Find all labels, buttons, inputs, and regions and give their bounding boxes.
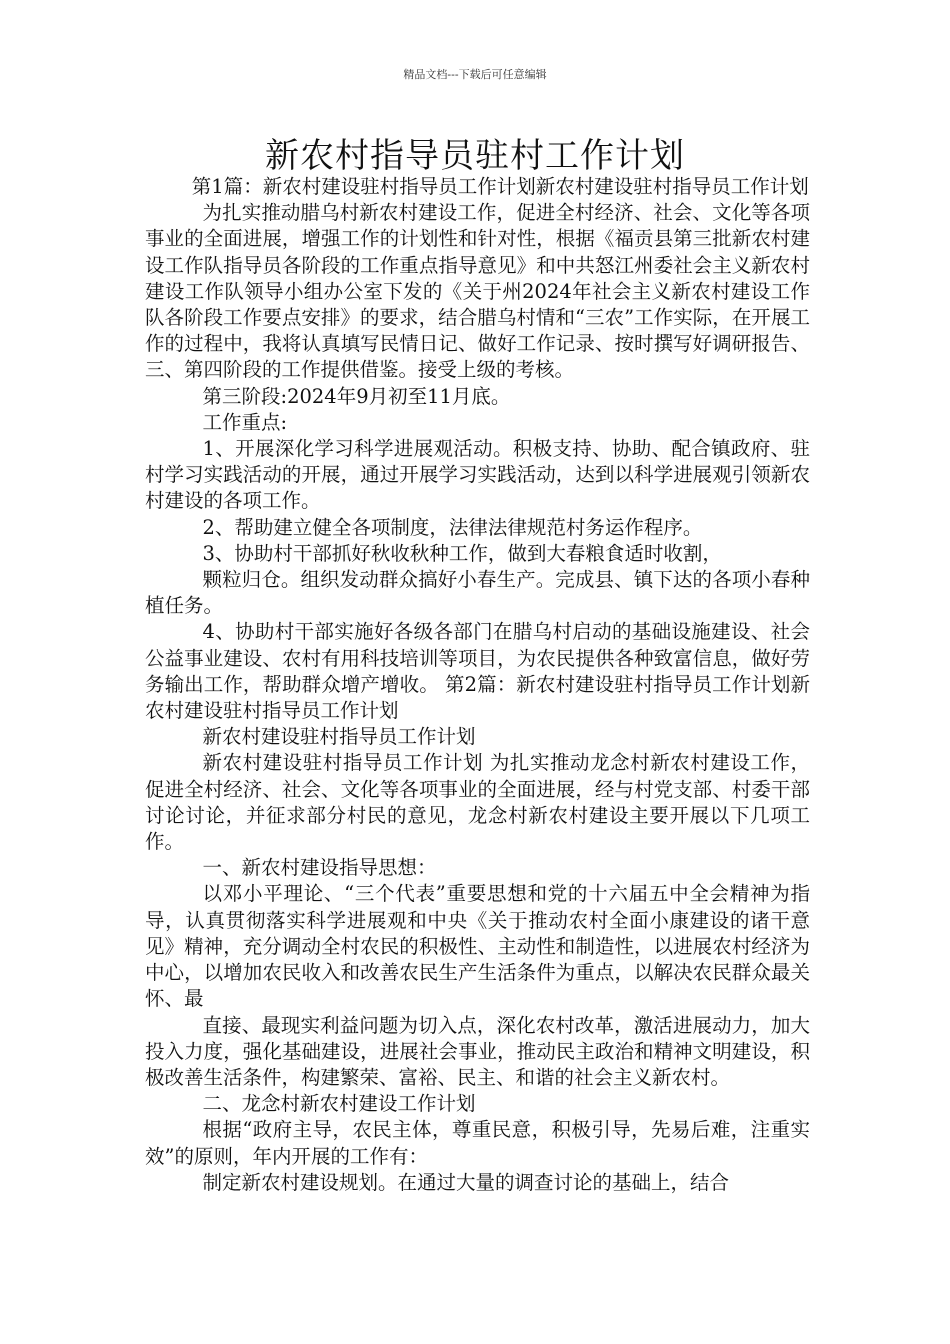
document-title: 新农村指导员驻村工作计划 xyxy=(265,136,685,176)
body-paragraph: 根据“政府主导，农民主体，尊重民意，积极引导，先易后难，注重实效”的原则，年内开展的工作有： xyxy=(145,1118,810,1168)
body-paragraph: 3、协助村干部抓好秋收秋种工作，做到大春粮食适时收割， xyxy=(202,541,722,565)
body-paragraph: 颗粒归仓。组织发动群众搞好小春生产。完成县、镇下达的各项小春种植任务。 xyxy=(145,568,810,618)
body-paragraph: 2、帮助建立健全各项制度，法律法律规范村务运作程序。 xyxy=(202,515,703,539)
body-paragraph: 一、新农村建设指导思想： xyxy=(202,856,437,880)
body-paragraph: 新农村建设驻村指导员工作计划 为扎实推动龙念村新农村建设工作，促进全村经济、社会、文化等各项事业的全面进展，经与村党支部、村委干部讨论讨论，并征求部分村民的意见，龙念村新农村建设主要开展以下几项工作。 xyxy=(145,751,810,854)
body-paragraph: 直接、最现实利益问题为切入点，深化农村改革，激活进展动力，加大投入力度，强化基础建设，进展社会事业，推动民主政治和精神文明建设，积极改善生活条件，构建繁荣、富裕、民主、和谐的社会主义新农村。 xyxy=(145,1013,810,1089)
body-paragraph: 制定新农村建设规划。在通过大量的调查讨论的基础上，结合 xyxy=(202,1170,730,1194)
body-paragraph: 工作重点: xyxy=(202,410,288,434)
body-paragraph: 第1篇：新农村建设驻村指导员工作计划新农村建设驻村指导员工作计划 xyxy=(191,175,809,198)
body-paragraph: 1、开展深化学习科学进展观活动。积极支持、协助、配合镇政府、驻村学习实践活动的开展，通过开展学习实践活动，达到以科学进展观引领新农村建设的各项工作。 xyxy=(145,437,810,513)
body-paragraph: 新农村建设驻村指导员工作计划 xyxy=(202,725,476,749)
body-paragraph: 第三阶段:2024年9月初至11月底。 xyxy=(202,384,511,408)
header-note: 精品文档---下载后可任意编辑 xyxy=(403,68,547,81)
body-paragraph: 以邓小平理论、“三个代表”重要思想和党的十六届五中全会精神为指导，认真贯彻落实科学进展观和中央《关于推动农村全面小康建设的诸干意见》精神，充分调动全村农民的积极性、主动性和制造性，以进展农村经济为中心，以增加农民收入和改善农民生产生活条件为重点，以解决农民群众最关怀、最 xyxy=(145,882,810,1011)
body-paragraph: 4、协助村干部实施好各级各部门在腊乌村启动的基础设施建设、社会公益事业建设、农村有用科技培训等项目，为农民提供各种致富信息，做好劳务输出工作，帮助群众增产增收。 第2篇：新农村建设驻村指导员工作计划新农村建设驻村指导员工作计划 xyxy=(145,620,810,723)
document-body xyxy=(145,174,810,1196)
body-paragraph: 二、龙念村新农村建设工作计划 xyxy=(202,1092,476,1116)
body-paragraph: 为扎实推动腊乌村新农村建设工作，促进全村经济、社会、文化等各项事业的全面进展，增强工作的计划性和针对性，根据《福贡县第三批新农村建设工作队指导员各阶段的工作重点指导意见》和中共怒江州委社会主义新农村建设工作队领导小组办公室下发的《关于州2024年社会主义新农村建设工作队各阶段工作要点安排》的要求，结合腊乌村情和“三农”工作实际，在开展工作的过程中，我将认真填写民情日记、做好工作记录、按时撰写好调研报告、三、第四阶段的工作提供借鉴。接受上级的考核。 xyxy=(145,201,810,382)
